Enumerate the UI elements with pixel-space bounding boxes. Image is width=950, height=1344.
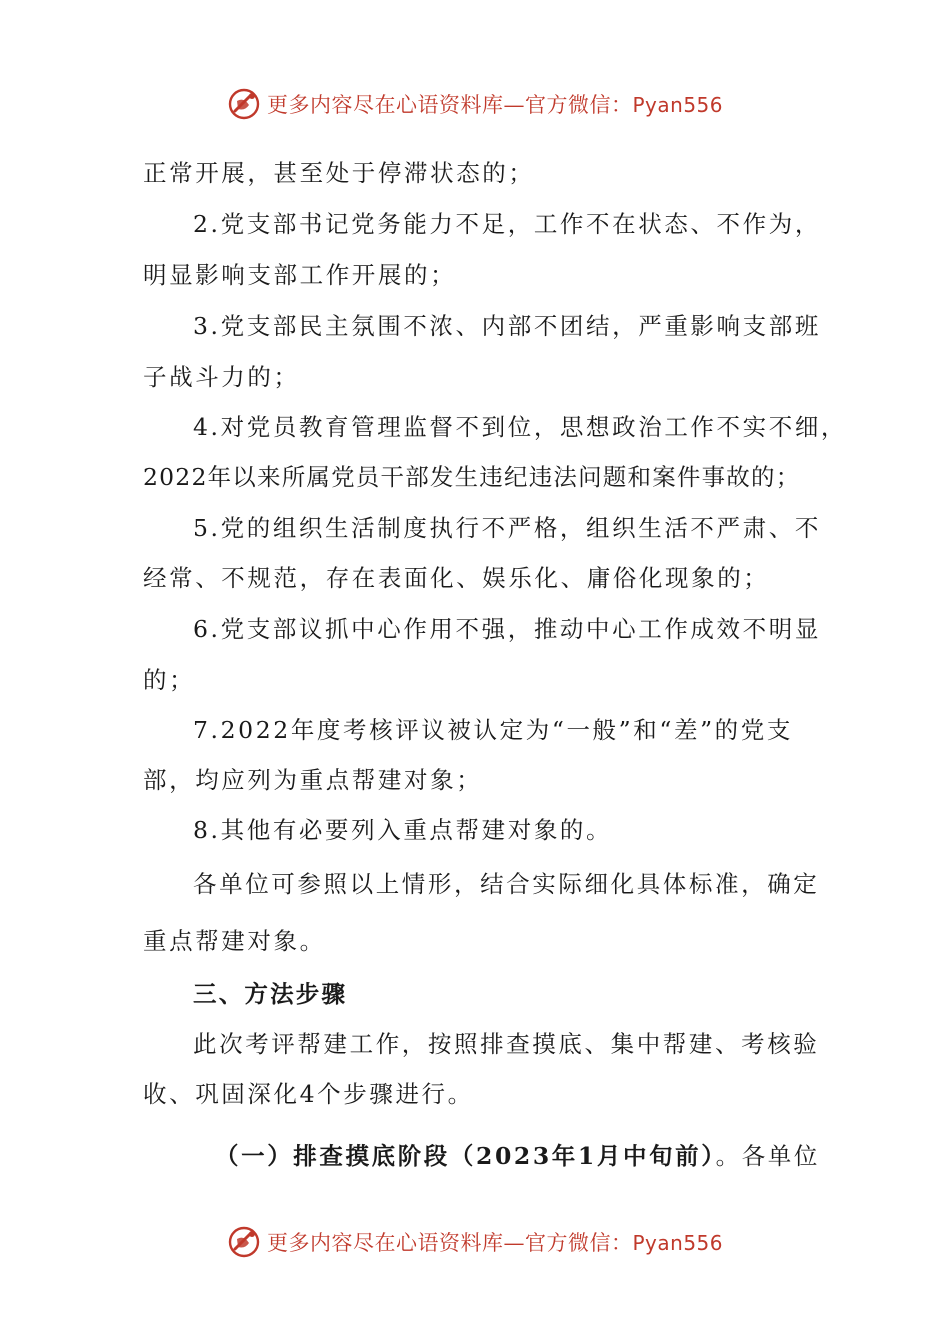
- body-line: 7.2022年度考核评议被认定为“一般”和“差”的党支: [193, 716, 793, 744]
- header-banner: [0, 84, 950, 124]
- phase-heading: （一）排查摸底阶段（2023年1月中旬前）: [215, 1142, 716, 1170]
- footer-wechat-label: 官方微信：: [524, 1231, 633, 1255]
- body-line: 6.党支部议抓中心作用不强，推动中心工作成效不明显: [193, 615, 821, 643]
- body-line: 的；: [143, 666, 196, 694]
- section-heading: 三、方法步骤: [193, 980, 348, 1008]
- logo-icon: [227, 1225, 261, 1259]
- body-line: 此次考评帮建工作，按照排查摸底、集中帮建、考核验: [193, 1030, 820, 1058]
- body-line: 3.党支部民主氛围不浓、内部不团结，严重影响支部班: [193, 312, 821, 340]
- header-wechat-id: Pyan556: [632, 93, 723, 117]
- body-line: 子战斗力的；: [143, 363, 300, 391]
- body-line: 收、巩固深化4个步骤进行。: [143, 1080, 474, 1108]
- body-line: 经常、不规范，存在表面化、娱乐化、庸俗化现象的；: [143, 564, 770, 592]
- phase-line: [215, 1141, 820, 1171]
- body-line: 5.党的组织生活制度执行不严格，组织生活不严肃、不: [193, 514, 821, 542]
- body-line: 2.党支部书记党务能力不足，工作不在状态、不作为，: [193, 210, 821, 238]
- body-line: 2022年以来所属党员干部发生违纪违法问题和案件事故的；: [143, 463, 801, 491]
- body-line: 4.对党员教育管理监督不到位，思想政治工作不实不细，: [193, 413, 848, 441]
- header-banner-separator: —: [503, 93, 525, 117]
- body-line: 明显影响支部工作开展的；: [143, 261, 457, 289]
- body-line: 重点帮建对象。: [143, 927, 326, 955]
- body-line: 部，均应列为重点帮建对象；: [143, 766, 483, 794]
- header-banner-text: [267, 89, 723, 119]
- logo-icon: [227, 87, 261, 121]
- footer-banner: [0, 1222, 950, 1262]
- body-line: 各单位可参照以上情形，结合实际细化具体标准，确定: [193, 870, 820, 898]
- body-line: 正常开展，甚至处于停滞状态的；: [143, 159, 535, 187]
- body-line: 8.其他有必要列入重点帮建对象的。: [193, 816, 613, 844]
- footer-banner-separator: —: [503, 1231, 525, 1255]
- footer-banner-text: [267, 1227, 723, 1257]
- header-wechat-label: 官方微信：: [524, 93, 633, 117]
- phase-continuation: 。各单位: [715, 1142, 821, 1170]
- footer-banner-title: 更多内容尽在心语资料库: [266, 1231, 504, 1255]
- footer-wechat-id: Pyan556: [632, 1231, 723, 1255]
- header-banner-title: 更多内容尽在心语资料库: [266, 93, 504, 117]
